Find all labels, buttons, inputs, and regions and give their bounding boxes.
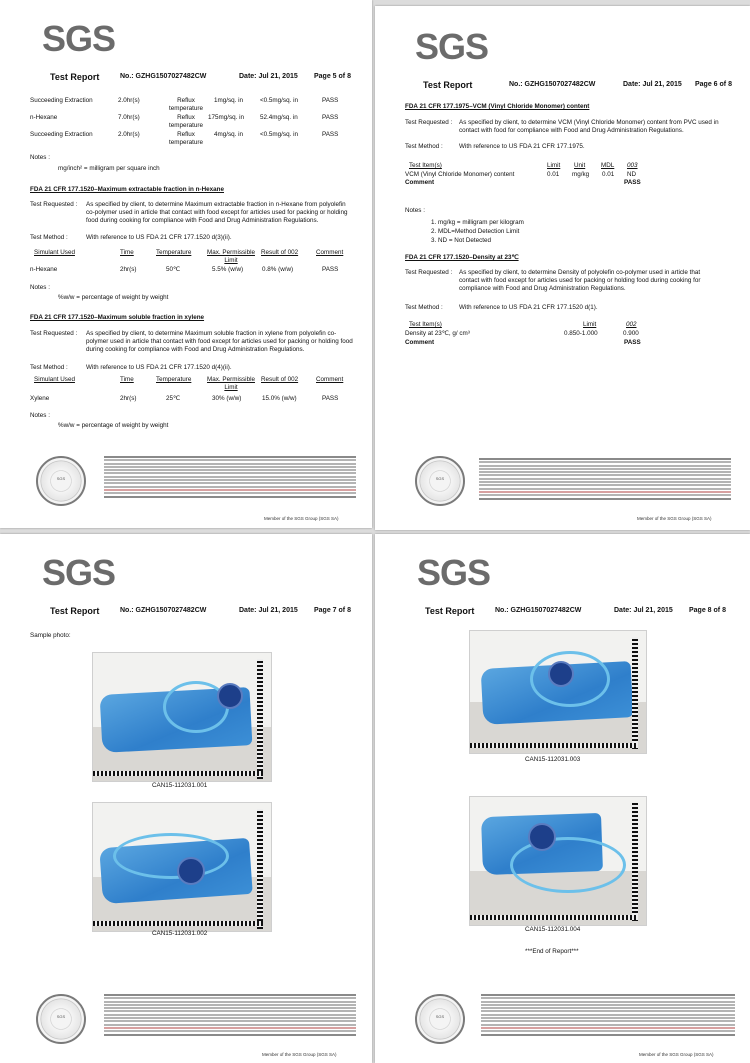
col-header: Test Item(s) — [409, 321, 442, 328]
section-title: FDA 21 CFR 177.1520–Density at 23℃ — [405, 254, 519, 261]
test-requested-text: As specified by client, to determine Maximum soluble fraction in xylene from polyolefin co-polymer used in article that contact with food except for articles used for packing or holding food during cooking for compliance with Food and Drug Administration Regulations. — [86, 330, 353, 353]
sgs-logo — [42, 18, 115, 60]
seal-text: SGS — [435, 476, 445, 481]
col-header: Limit — [583, 321, 597, 328]
report-page-6 — [375, 6, 750, 530]
test-requested-label: Test Requested : — [405, 119, 453, 126]
photo-caption: CAN15-112031.003 — [525, 756, 581, 763]
cell: 0.850-1.000 — [564, 330, 598, 337]
logo-text: SGS — [42, 552, 116, 593]
legal-disclaimer — [481, 994, 735, 1037]
test-method-label: Test Method : — [405, 304, 443, 311]
photo-caption: CAN15-112031.001 — [152, 782, 208, 789]
report-title: Test Report — [423, 80, 473, 90]
row-name: n-Hexane — [30, 114, 58, 121]
photo-caption: CAN15-112031.002 — [152, 930, 208, 937]
page-number: Page 7 of 8 — [314, 607, 351, 614]
note-item: 1. mg/kg = milligram per kilogram — [431, 219, 524, 226]
col-header: MDL — [601, 162, 615, 169]
report-number: No.: GZHG1507027482CW — [495, 607, 582, 614]
seal-text: SGS — [56, 476, 66, 481]
sgs-logo — [415, 26, 488, 68]
test-requested-text: As specified by client, to determine VCM (Vinyl Chloride Monomer) content from PVC used in contact with food for compliance with Food and Drug Administration Regulations. — [459, 119, 719, 134]
test-method-text: With reference to US FDA 21 CFR 177.1520 d(3)(ii). — [86, 234, 232, 241]
col-header: Comment — [316, 249, 344, 256]
sgs-logo — [42, 552, 115, 594]
report-number: No.: GZHG1507027482CW — [120, 607, 207, 614]
cell: Xylene — [30, 395, 50, 402]
sample-photo-label: Sample photo: — [30, 632, 71, 639]
cell: VCM (Vinyl Chloride Monomer) content — [405, 171, 515, 178]
cell: 30% (w/w) — [212, 395, 242, 402]
legal-disclaimer — [104, 456, 356, 499]
member-text: Member of the SGS Group (SGS SA) — [637, 516, 712, 521]
seal-text: SGS — [435, 1014, 445, 1019]
cell: 15.0% (w/w) — [262, 395, 297, 402]
report-page-5 — [0, 0, 372, 528]
cell: 5.5% (w/w) — [212, 266, 244, 273]
row-time: 7.0hr(s) — [118, 114, 140, 121]
notes-label: Notes : — [405, 207, 425, 214]
cell: 0.8% (w/w) — [262, 266, 294, 273]
test-method-label: Test Method : — [30, 234, 68, 241]
row-temp: Reflux temperature — [169, 131, 203, 146]
test-method-text: With reference to US FDA 21 CFR 177.1520 d(4)(ii). — [86, 364, 232, 371]
col-header: 003 — [627, 162, 638, 169]
notes-label: Notes : — [30, 154, 50, 161]
note-item: 2. MDL=Method Detection Limit — [431, 228, 520, 235]
report-date: Date: Jul 21, 2015 — [614, 607, 673, 614]
report-date: Date: Jul 21, 2015 — [239, 73, 298, 80]
sample-photo — [92, 652, 272, 782]
sgs-seal-icon — [415, 456, 465, 506]
report-page-8 — [375, 534, 750, 1063]
legal-disclaimer — [104, 994, 356, 1037]
notes-label: Notes : — [30, 412, 50, 419]
logo-text: SGS — [42, 18, 116, 59]
col-header: Time — [120, 376, 134, 383]
cell: 0.01 — [547, 171, 560, 178]
test-requested-text: As specified by client, to determine Density of polyolefin co-polymer used in article that contact with food except for articles used for packing or holding food during cooking for compliance with Food and Drug Administration Regulations. — [459, 269, 701, 292]
cell: 25℃ — [166, 395, 181, 402]
test-requested-label: Test Requested : — [30, 330, 78, 337]
comment-value: PASS — [624, 339, 641, 346]
comment-label: Comment — [405, 179, 435, 186]
sgs-seal-icon — [415, 994, 465, 1044]
col-header: 002 — [626, 321, 637, 328]
row-result: 1mg/sq. in — [214, 97, 244, 104]
col-header: Temperature — [156, 376, 192, 383]
test-method-label: Test Method : — [405, 143, 443, 150]
test-requested-label: Test Requested : — [30, 201, 78, 208]
photo-caption: CAN15-112031.004 — [525, 926, 581, 933]
col-header: Max. Permissible Limit — [207, 249, 255, 264]
page-number: Page 8 of 8 — [689, 607, 726, 614]
sgs-seal-icon — [36, 994, 86, 1044]
notes-text: %w/w = percentage of weight by weight — [58, 422, 169, 429]
col-header: Comment — [316, 376, 344, 383]
cell: n-Hexane — [30, 266, 58, 273]
col-header: Time — [120, 249, 134, 256]
cell: 2hr(s) — [120, 266, 137, 273]
sgs-logo — [417, 552, 490, 594]
cell: mg/kg — [572, 171, 590, 178]
test-method-label: Test Method : — [30, 364, 68, 371]
end-of-report: ***End of Report*** — [525, 948, 579, 955]
cell: 2hr(s) — [120, 395, 137, 402]
report-date: Date: Jul 21, 2015 — [239, 607, 298, 614]
row-conclusion: PASS — [322, 97, 339, 104]
comment-label: Comment — [405, 339, 435, 346]
test-method-text: With reference to US FDA 21 CFR 177.1520 d(1). — [459, 304, 598, 311]
row-temp: Reflux temperature — [169, 114, 203, 129]
member-text: Member of the SGS Group (SGS SA) — [262, 1052, 337, 1057]
cell: 50℃ — [166, 266, 181, 273]
col-header: Simulant Used — [34, 249, 75, 256]
section-title: FDA 21 CFR 177.1520–Maximum soluble fraction in xylene — [30, 314, 205, 321]
sample-photo — [92, 802, 272, 932]
comment-value: PASS — [624, 179, 641, 186]
report-date: Date: Jul 21, 2015 — [623, 81, 682, 88]
row-result: 4mg/sq. in — [214, 131, 244, 138]
report-page-7 — [0, 534, 372, 1063]
report-number: No.: GZHG1507027482CW — [509, 81, 596, 88]
test-method-text: With reference to US FDA 21 CFR 177.1975. — [459, 143, 585, 150]
cell: 0.01 — [602, 171, 615, 178]
logo-text: SGS — [415, 26, 489, 67]
logo-text: SGS — [417, 552, 491, 593]
cell: Density at 23℃, g/ cm³ — [405, 330, 470, 337]
page-number: Page 6 of 8 — [695, 81, 732, 88]
col-header: Unit — [574, 162, 586, 169]
member-text: Member of the SGS Group (SGS SA) — [264, 516, 339, 521]
test-requested-text: As specified by client, to determine Maximum extractable fraction in n-Hexane from polyolefin co-polymer used in article that contact with food except for articles used for packing or holding food during cooking for compliance with Food and Drug Administration Regulations. — [86, 201, 348, 224]
row-temp: Reflux temperature — [169, 97, 203, 112]
report-title: Test Report — [425, 606, 475, 616]
cell: PASS — [322, 266, 339, 273]
notes-text: mg/inch² = milligram per square inch — [58, 165, 160, 172]
page-number: Page 5 of 8 — [314, 73, 351, 80]
cell: 0.900 — [623, 330, 639, 337]
legal-disclaimer — [479, 458, 731, 501]
sgs-seal-icon — [36, 456, 86, 506]
col-header: Result of 002 — [261, 249, 299, 256]
note-item: 3. ND = Not Detected — [431, 237, 492, 244]
test-requested-label: Test Requested : — [405, 269, 453, 276]
row-time: 2.0hr(s) — [118, 131, 140, 138]
row-time: 2.0hr(s) — [118, 97, 140, 104]
col-header: Temperature — [156, 249, 192, 256]
report-title: Test Report — [50, 606, 100, 616]
sample-photo — [469, 796, 647, 926]
seal-text: SGS — [56, 1014, 66, 1019]
col-header: Simulant Used — [34, 376, 75, 383]
col-header: Max. Permissible Limit — [207, 376, 255, 391]
report-number: No.: GZHG1507027482CW — [120, 73, 207, 80]
col-header: Test Item(s) — [409, 162, 442, 169]
row-conclusion: PASS — [322, 131, 339, 138]
sample-photo — [469, 630, 647, 754]
section-title: FDA 21 CFR 177.1520–Maximum extractable fraction in n-Hexane — [30, 186, 224, 193]
notes-text: %w/w = percentage of weight by weight — [58, 294, 169, 301]
row-conclusion: PASS — [322, 114, 339, 121]
row-limit: <0.5mg/sq. in — [260, 97, 298, 104]
row-result: 175mg/sq. in — [208, 114, 245, 121]
col-header: Result of 002 — [261, 376, 299, 383]
member-text: Member of the SGS Group (SGS SA) — [639, 1052, 714, 1057]
cell: ND — [627, 171, 637, 178]
row-limit: 52.4mg/sq. in — [260, 114, 298, 121]
cell: PASS — [322, 395, 339, 402]
row-name: Succeeding Extraction — [30, 131, 93, 138]
row-limit: <0.5mg/sq. in — [260, 131, 298, 138]
row-name: Succeeding Extraction — [30, 97, 93, 104]
report-title: Test Report — [50, 72, 100, 82]
col-header: Limit — [547, 162, 561, 169]
section-title: FDA 21 CFR 177.1975–VCM (Vinyl Chloride Monomer) content — [405, 103, 590, 110]
notes-label: Notes : — [30, 284, 50, 291]
